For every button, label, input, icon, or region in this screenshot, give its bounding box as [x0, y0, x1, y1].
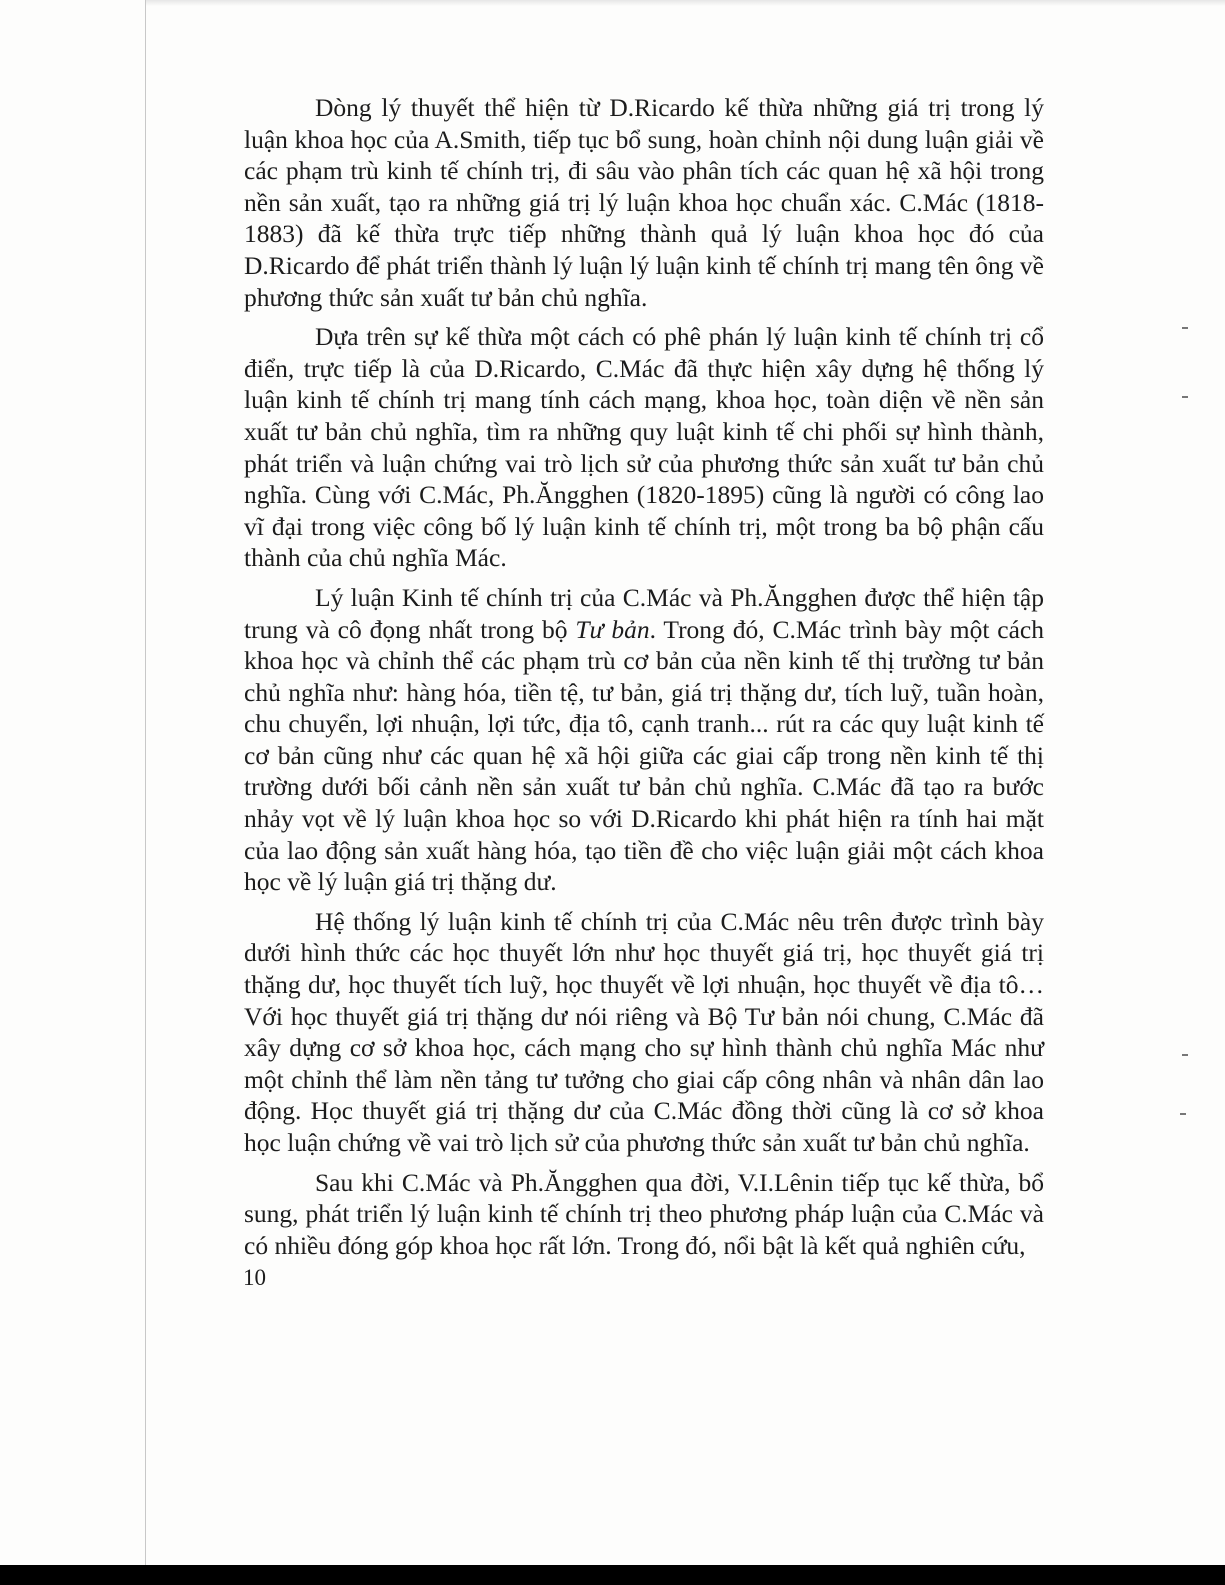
- paragraph-text: . Trong đó, C.Mác trình bày một cách khoa học và chỉnh thể các phạm trù cơ bản của nền kinh tế thị trường tư bản chủ nghĩa như: hàng hóa, tiền tệ, tư bản, giá trị thặng dư, tích luỹ, tuần hoàn, chu chuyển, lợi nhuận, lợi tức, địa tô, cạnh tranh... rút ra các quy luật kinh tế cơ bản cũng như các quan hệ xã hội giữa các giai cấp trong nền kinh tế thị trường dưới bối cảnh nền sản xuất tư bản chủ nghĩa. C.Mác đã tạo ra bước nhảy vọt về lý luận khoa học so với D.Ricardo khi phát hiện ra tính hai mặt của lao động sản xuất hàng hóa, tạo tiền đề cho việc luận giải một cách khoa học về lý luận giá trị thặng dư.: [244, 614, 1045, 897]
- paragraph-text: Dòng lý thuyết thể hiện từ D.Ricardo kế thừa những giá trị trong lý luận khoa học của A.Smith, tiếp tục bổ sung, hoàn chỉnh nội dung luận giải về các phạm trù kinh tế chính trị, đi sâu vào phân tích các quan hệ xã hội trong nền sản xuất, tạo ra những giá trị lý luận khoa học chuẩn xác. C.Mác (1818-1883) đã kế thừa trực tiếp những thành quả lý luận khoa học đó của D.Ricardo để phát triển thành lý luận lý luận kinh tế chính trị mang tên ông về phương thức sản xuất tư bản chủ nghĩa.: [244, 93, 1044, 312]
- paragraph: [244, 906, 1044, 1159]
- bleed-mark: [1180, 1113, 1186, 1115]
- page-binding-edge: [145, 0, 146, 1585]
- paragraph-text: Dựa trên sự kế thừa một cách có phê phán lý luận kinh tế chính trị cổ điển, trực tiếp là của D.Ricardo, C.Mác đã thực hiện xây dựng hệ thống lý luận kinh tế chính trị mang tính cách mạng, khoa học, toàn diện về nền sản xuất tư bản chủ nghĩa, tìm ra những quy luật kinh tế chi phối sự hình thành, phát triển và luận chứng vai trò lịch sử của phương thức sản xuất tư bản chủ nghĩa. Cùng với C.Mác, Ph.Ăngghen (1820-1895) cũng là người có công lao vĩ đại trong việc công bố lý luận kinh tế chính trị, một trong ba bộ phận cấu thành của chủ nghĩa Mác.: [244, 322, 1044, 573]
- bleed-mark: [1182, 396, 1188, 398]
- paragraph: [244, 92, 1044, 313]
- paragraph-text: Sau khi C.Mác và Ph.Ăngghen qua đời, V.I.Lênin tiếp tục kế thừa, bổ sung, phát triển lý luận kinh tế chính trị theo phương pháp luận của C.Mác và có nhiều đóng góp khoa học rất lớn. Trong đó, nổi bật là kết quả nghiên cứu,: [244, 1167, 1044, 1260]
- paragraph-text: Lý luận Kinh tế chính trị của C.Mác và Ph.Ăngghen được thể hiện tập trung và cô đọng nhất trong bộ: [244, 582, 1044, 644]
- paragraph: [244, 321, 1044, 574]
- scanner-bottom-bar: [0, 1565, 1225, 1585]
- page-top-shadow: [146, 0, 1225, 6]
- paragraph: [244, 1167, 1044, 1262]
- bleed-mark: [1182, 1054, 1188, 1056]
- paragraph: [244, 582, 1044, 898]
- page-number: 10: [243, 1265, 266, 1290]
- bleed-mark: [1182, 327, 1188, 329]
- body-text: [244, 92, 1044, 1269]
- italic-title-text: Tư bản: [575, 614, 650, 644]
- paragraph-text: Hệ thống lý luận kinh tế chính trị của C.Mác nêu trên được trình bày dưới hình thức các học thuyết lớn như học thuyết giá trị, học thuyết giá trị thặng dư, học thuyết tích luỹ, học thuyết về lợi nhuận, học thuyết về địa tô… Với học thuyết giá trị thặng dư nói riêng và Bộ Tư bản nói chung, C.Mác đã xây dựng cơ sở khoa học, cách mạng cho sự hình thành chủ nghĩa Mác như một chỉnh thể làm nền tảng tư tưởng cho giai cấp công nhân và nhân dân lao động. Học thuyết giá trị thặng dư của C.Mác đồng thời cũng là cơ sở khoa học luận chứng về vai trò lịch sử của phương thức sản xuất tư bản chủ nghĩa.: [244, 906, 1044, 1157]
